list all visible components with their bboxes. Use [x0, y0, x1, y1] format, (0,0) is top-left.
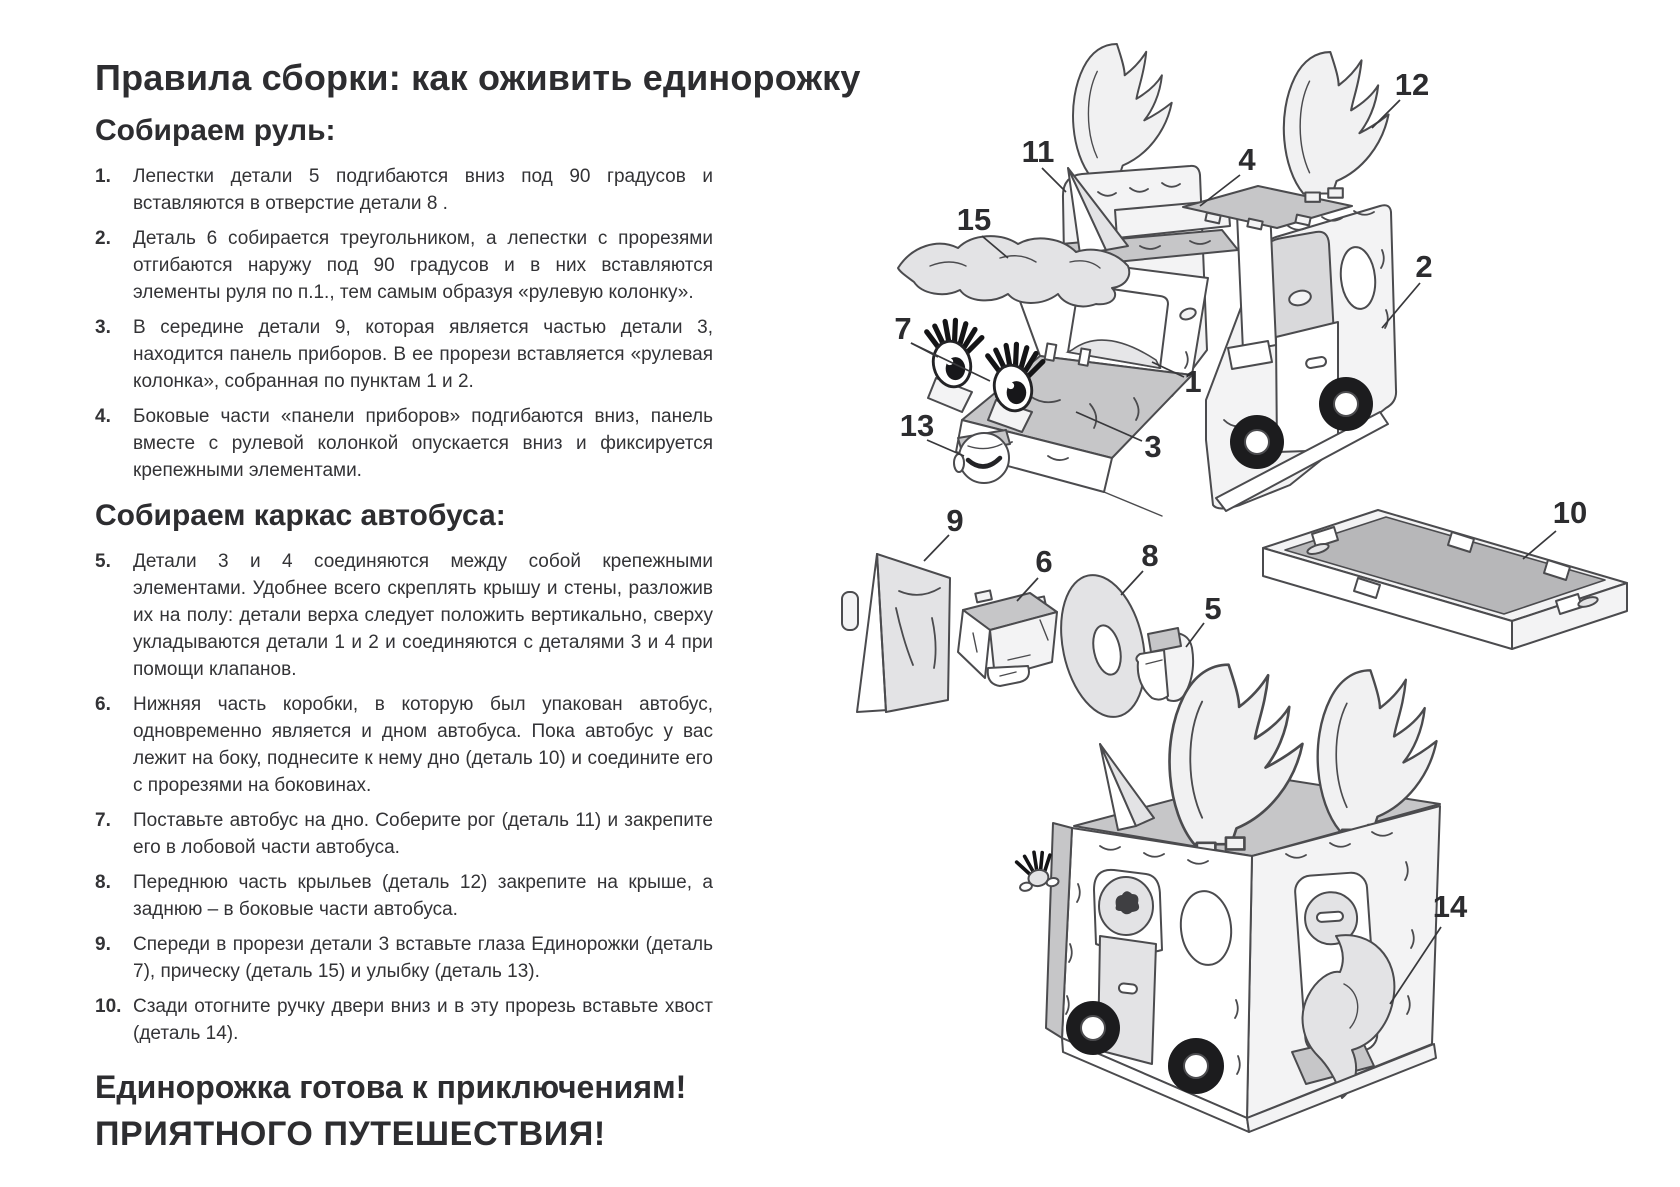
callout-6: 6: [1035, 544, 1053, 579]
callout-1: 1: [1184, 364, 1202, 399]
callout-8: 8: [1141, 538, 1159, 573]
part-9-dashboard-illustration: [842, 554, 950, 712]
callout-10: 10: [1552, 495, 1588, 530]
part-4-roof-panel-illustration: [1183, 52, 1396, 511]
page-title: Правила сборки: как оживить единорожку: [95, 57, 861, 98]
wing-front-illustration: [1073, 44, 1172, 185]
callout-4: 4: [1238, 142, 1256, 177]
callout-11: 11: [1021, 134, 1055, 169]
part-5-clip-illustration: [1136, 628, 1193, 701]
item-text: Деталь 6 собирается треугольником, а лепестки с прорезями отгибаются наружу под 90 градусов и в них вставляются элементы руля по п.1., тем самым образуя «рулевую колонку».: [133, 228, 713, 303]
item-number: 3.: [95, 317, 111, 338]
outro-line-ready: Единорожка готова к приключениям!: [95, 1069, 687, 1105]
part-10-tray-illustration: [1263, 510, 1627, 649]
part-8-steering-wheel-illustration: [1049, 567, 1157, 724]
section-heading-bus-frame: Собираем каркас автобуса:: [95, 499, 506, 532]
item-number: 10.: [95, 996, 122, 1017]
callout-15: 15: [956, 202, 992, 237]
item-text: Боковые части «панели приборов» подгибаются вниз, панель вместе с рулевой колонкой опускается вниз и фиксируется крепежными элементами.: [133, 406, 713, 481]
item-text: В середине детали 9, которая является частью детали 3, находится панель приборов. В ее прорези вставляется «рулевая колонка», собранная по пунктам 1 и 2.: [133, 317, 713, 392]
item-text: Поставьте автобус на дно. Соберите рог (деталь 11) и закрепите его в лобовой части автобуса.: [133, 810, 713, 858]
item-text: Переднюю часть крыльев (деталь 12) закрепите на крыше, а заднюю – в боковые части автобуса.: [133, 872, 713, 920]
item-number: 8.: [95, 872, 111, 893]
item-number: 5.: [95, 551, 111, 572]
callout-9: 9: [946, 503, 964, 538]
item-text: Нижняя часть коробки, в которую был упакован автобус, одновременно является и дном автобуса. Пока автобус у вас лежит на боку, поднесите к нему дно (деталь 10) и соедините его с прорезями на боковинах.: [133, 694, 713, 796]
callout-14: 14: [1432, 889, 1468, 924]
item-number: 9.: [95, 934, 111, 955]
callout-2: 2: [1415, 249, 1433, 284]
part-13-smile-illustration: [954, 430, 1010, 483]
outro-line-trip: ПРИЯТНОГО ПУТЕШЕСТВИЯ!: [95, 1115, 606, 1153]
item-text: Детали 3 и 4 соединяются между собой крепежными элементами. Удобнее всего скреплять крышу и стены, разложив их на полу: детали верха следует положить вертикально, сверху укладываются детали 1 и 2 и соединяются с деталями 3 и 4 при помощи клапанов.: [133, 551, 713, 680]
item-number: 7.: [95, 810, 111, 831]
callout-12: 12: [1394, 67, 1430, 102]
part-6-steering-column-illustration: [958, 590, 1057, 686]
callout-3: 3: [1144, 429, 1162, 464]
item-number: 2.: [95, 228, 111, 249]
item-text: Лепестки детали 5 подгибаются вниз под 90 градусов и вставляются в отверстие детали 8 .: [133, 166, 713, 214]
item-text: Спереди в прорези детали 3 вставьте глаза Единорожки (деталь 7), прическу (деталь 15) и улыбку (деталь 13).: [133, 934, 713, 982]
section-heading-steering-wheel: Собираем руль:: [95, 114, 336, 147]
item-number: 6.: [95, 694, 111, 715]
callout-5: 5: [1204, 591, 1222, 626]
callout-7: 7: [894, 311, 912, 346]
assembled-bus-illustration: [1013, 665, 1440, 1132]
item-number: 1.: [95, 166, 111, 187]
item-number: 4.: [95, 406, 111, 427]
item-text: Сзади отогните ручку двери вниз и в эту прорезь вставьте хвост (деталь 14).: [133, 996, 713, 1044]
callout-13: 13: [899, 408, 935, 443]
